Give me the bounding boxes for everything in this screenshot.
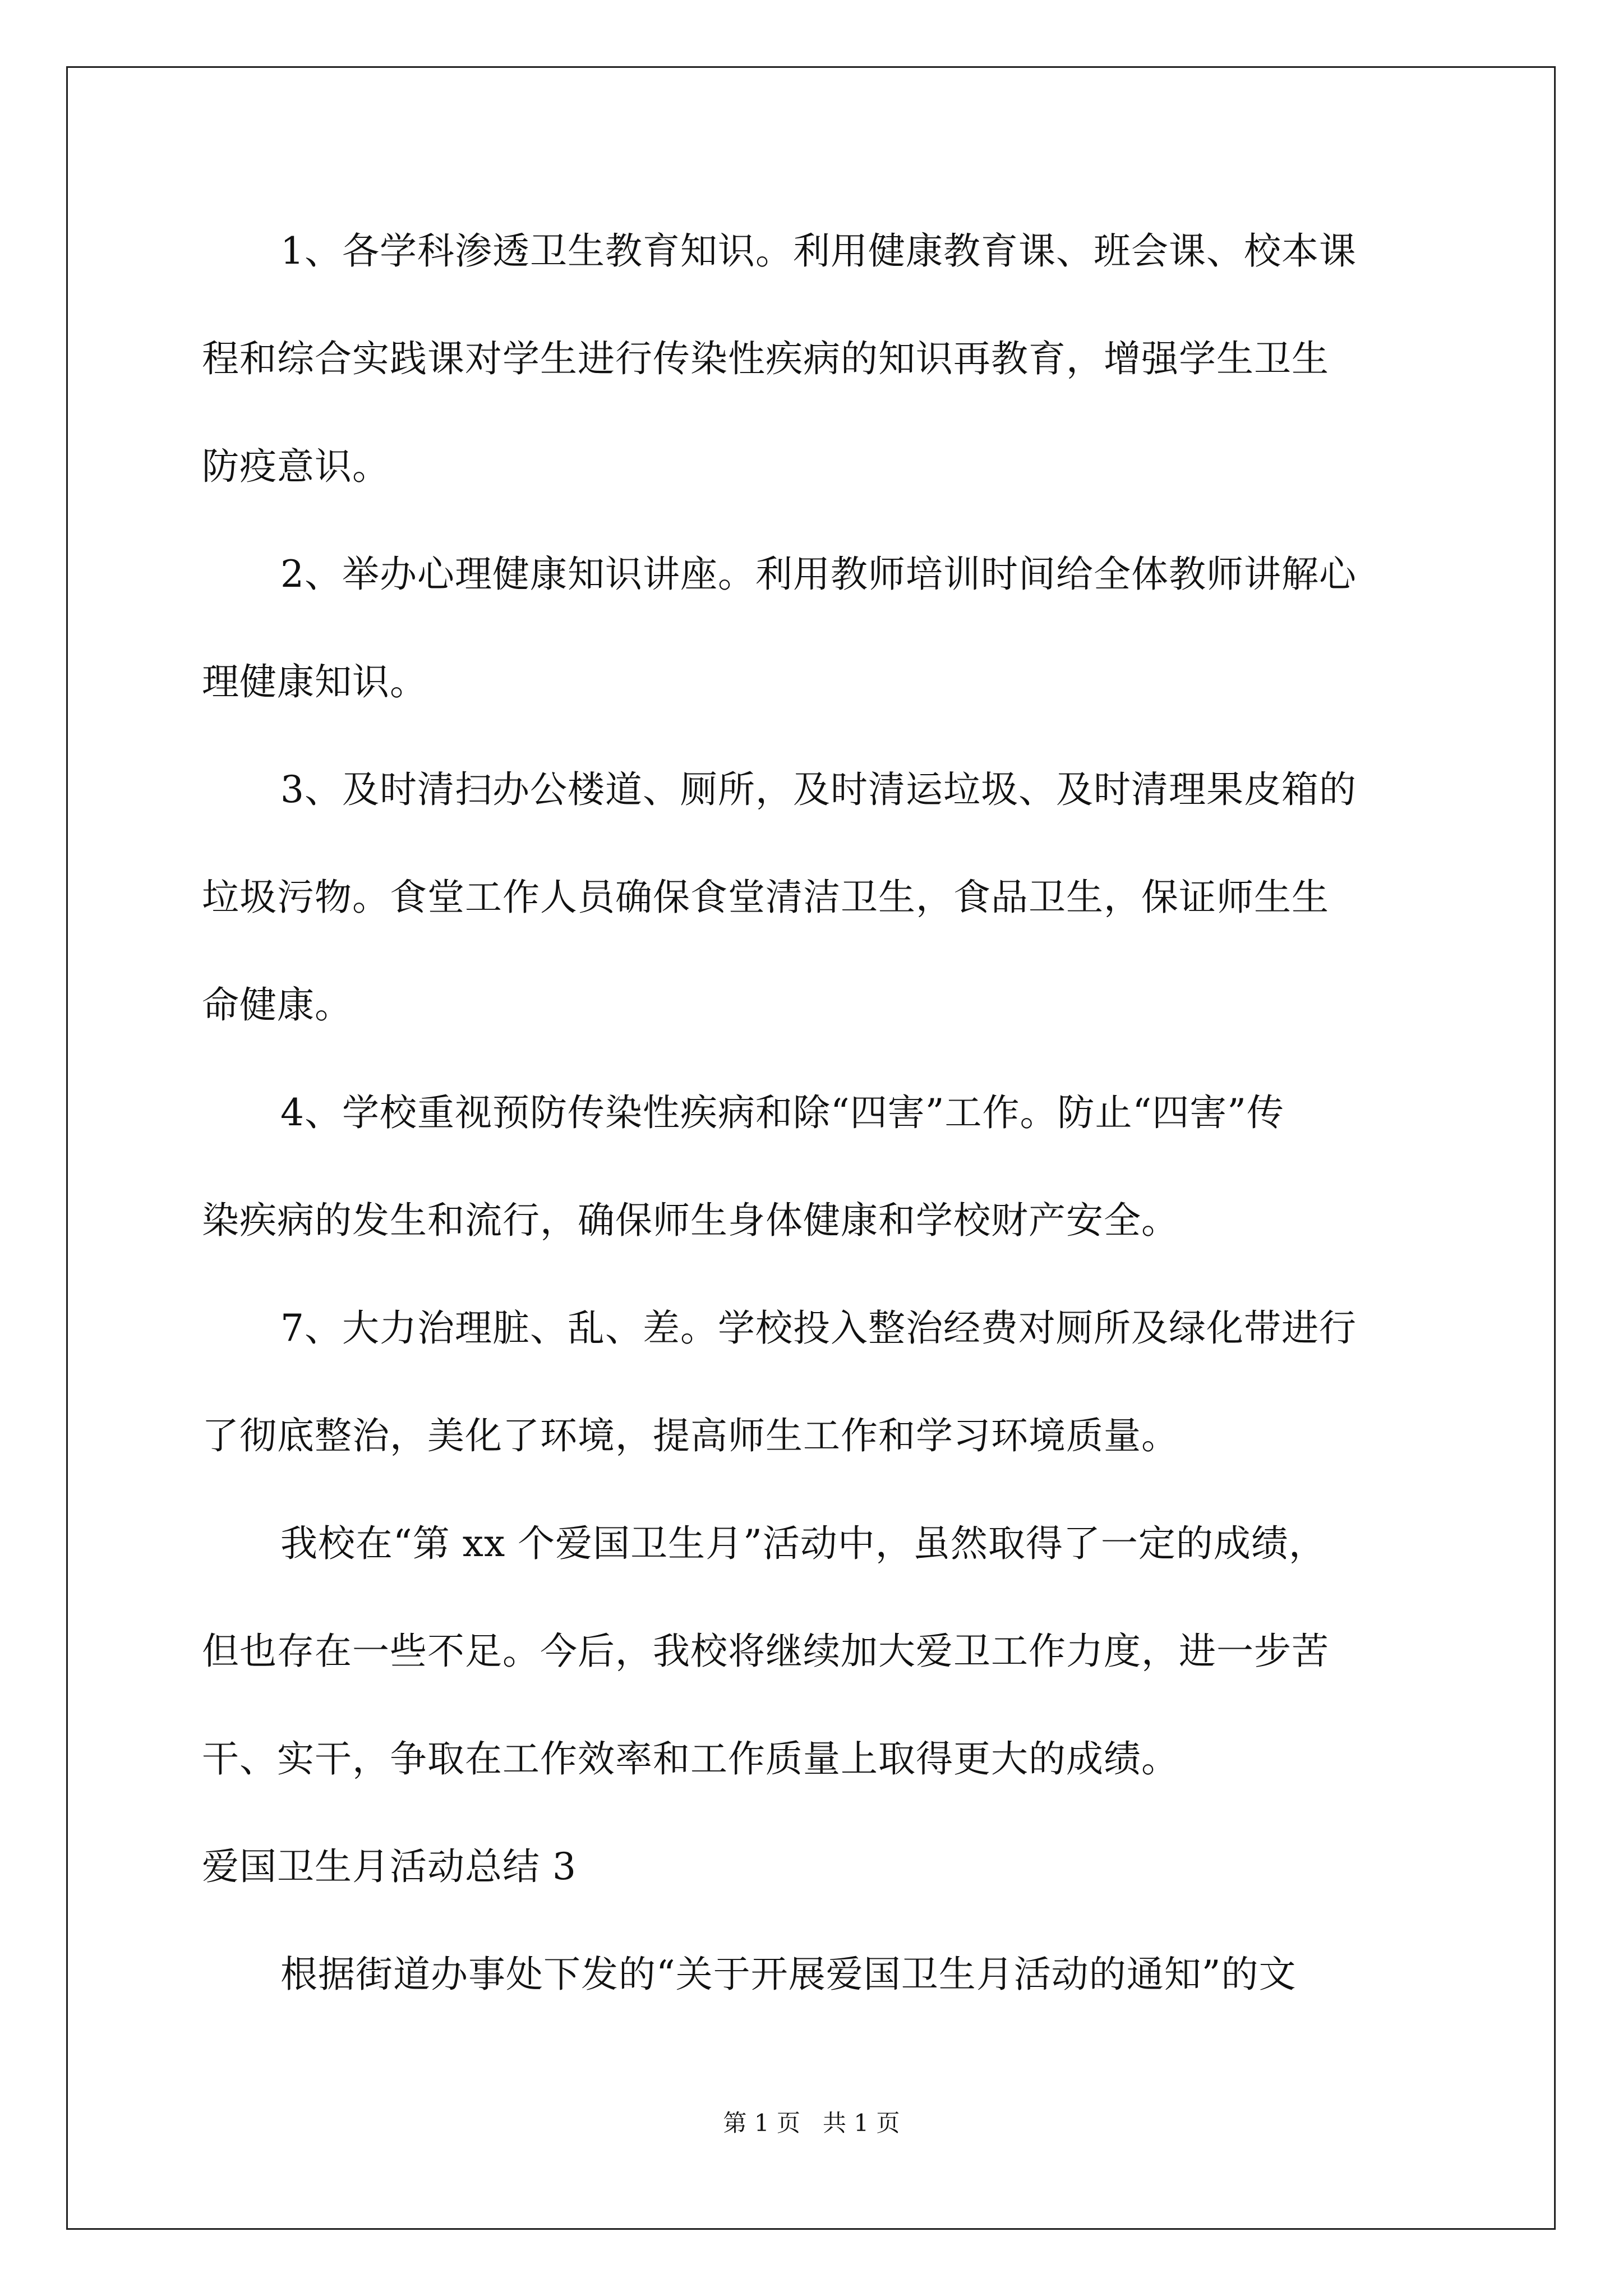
paragraph-3-line-3: 命健康。 xyxy=(202,983,352,1027)
paragraph-6-line-2: 但也存在一些不足。今后，我校将继续加大爱卫工作力度，进一步苦 xyxy=(202,1630,1329,1673)
paragraph-1-line-2: 程和综合实践课对学生进行传染性疾病的知识再教育，增强学生卫生 xyxy=(202,337,1329,380)
paragraph-5-line-1: 7、大力治理脏、乱、差。学校投入整治经费对厕所及绿化带进行 xyxy=(280,1306,1357,1350)
paragraph-3-line-2: 垃圾污物。食堂工作人员确保食堂清洁卫生，食品卫生，保证师生生 xyxy=(202,876,1329,919)
paragraph-5-line-2: 了彻底整治，美化了环境，提高师生工作和学习环境质量。 xyxy=(202,1414,1179,1457)
paragraph-4-line-1: 4、学校重视预防传染性疾病和除“四害”工作。防止“四害”传 xyxy=(280,1091,1284,1134)
page-border xyxy=(66,66,1556,2230)
paragraph-1-line-1: 1、各学科渗透卫生教育知识。利用健康教育课、班会课、校本课 xyxy=(280,229,1357,273)
paragraph-2-line-1: 2、举办心理健康知识讲座。利用教师培训时间给全体教师讲解心 xyxy=(280,553,1357,596)
page-footer: 第 1 页 共 1 页 xyxy=(723,2109,900,2137)
paragraph-3-line-1: 3、及时清扫办公楼道、厕所，及时清运垃圾、及时清理果皮箱的 xyxy=(280,768,1357,811)
paragraph-1-line-3: 防疫意识。 xyxy=(202,445,390,488)
paragraph-7-line-1: 根据街道办事处下发的“关于开展爱国卫生月活动的通知”的文 xyxy=(280,1953,1297,1996)
paragraph-4-line-2: 染疾病的发生和流行，确保师生身体健康和学校财产安全。 xyxy=(202,1199,1179,1242)
section-heading: 爱国卫生月活动总结 3 xyxy=(202,1845,577,1888)
paragraph-6-line-3: 干、实干，争取在工作效率和工作质量上取得更大的成绩。 xyxy=(202,1737,1179,1780)
paragraph-2-line-2: 理健康知识。 xyxy=(202,660,427,703)
paragraph-6-line-1: 我校在“第 xx 个爱国卫生月”活动中，虽然取得了一定的成绩， xyxy=(280,1522,1326,1565)
